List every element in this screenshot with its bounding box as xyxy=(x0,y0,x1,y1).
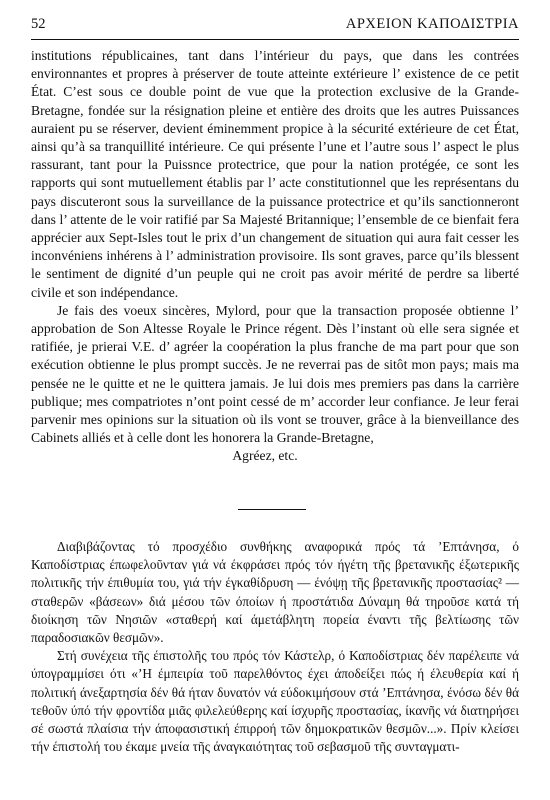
greek-commentary-text xyxy=(31,538,519,756)
greek-paragraph-1: Διαβιβάζοντας τό προσχέδιο συνθήκης αναφορικά πρός τά ’Επτάνησα, ό Καποδίστριας έπωφελοῦνταν γιά νά έκφράσει πρός τόν ήγέτη τῆς βρετανικῆς έξωτερικῆς πολιτικῆς τήν έπιθυμία του, γιά τήν έγκαθίδρυση — ένόψῃ τῆς βρετανικῆς προστασίας² — σταθερῶν «βάσεων» διά μέσου τῶν όποίων ή προστάτιδα Δύναμη θά τηροῦσε κατά τή διοίκηση τῶν Νησιῶν «σταθερή καί άμετάβλητη πορεία έναντι τῆς βελτίωσης τῶν παραδοσιακῶν θεσμῶν». xyxy=(31,539,519,646)
french-letter-text xyxy=(31,47,519,466)
greek-paragraph-2: Στή συνέχεια τῆς έπιστολῆς του πρός τόν Κάστελρ, ό Καποδίστριας δέν παρέλειπε νά ύπογραμμίσει ότι «’Η έμπειρία τοῦ παρελθόντος έχει άποδείξει πώς ή έλευθερία καί ή πολιτική άνεξαρτησία δέν θά ήταν δυνατόν νά εύδοκιμήσουν στά ’Επτάνησα, ένόσω δέν θά τεθοῦν ύπό τήν φροντίδα μιᾶς φιλελεύθερης καί ίσχυρῆς προστασίας, ίκανῆς νά διατηρήσει σέ σωστά πλαίσια τήν άποφασιστική έπιρροή τῶν δημοκρατικῶν θεσμῶν...». Πρίν κλείσει τήν έπιστολή του έκαμε μνεία τῆς άναγκαιότητας τοῦ σεβασμοῦ τῆς συνταγματι- xyxy=(31,648,519,755)
running-title: ΑΡΧΕΙΟΝ ΚΑΠΟΔΙΣΤΡΙΑ xyxy=(345,16,519,32)
page-header xyxy=(31,16,519,36)
section-separator xyxy=(238,509,306,510)
page-number: 52 xyxy=(31,16,46,32)
french-paragraph-1: institutions républicaines, tant dans l’intérieur du pays, que dans les contrées environnantes et propres à préserver de toute atteinte extérieure l’ existence de ce petit État. C’est sous ce double point de vue que la protection exclusive de la Grande-Bretagne, fondée sur la résignation pleine et entière des droits que les autres Puissances auraient pu se réserver, devient éminemment propice à la sécurité extérieure de cet État, ainsi qu’à sa tranquillité intérieure. Ce qui présente l’une et l’autre sous l’ aspect le plus rassurant, tant pour la Puissnce protectrice, que pour la nation protégée, ce sont les rapports qui sont mutuellement établis par l’ acte constitutionnel que les représentans du pays discuteront sous la surveillance de la puissance protectrice et qu’ils sanctionneront dans l’ attente de le voir ratifié par Sa Majesté Britannique; l’ensemble de ce bienfait fera apprécier aux Sept-Isles tout le prix d’un changement de situation qui aura fait cesser les inconvéniens inhérens à l’ administration provisoire. Ils sont graves, parce qu’ils blessent le sentiment de dignité d’un peuple qui ne croit pas avoir mérité de perdre sa liberté civile et son indépendance. xyxy=(31,48,519,300)
french-paragraph-2: Je fais des voeux sincères, Mylord, pour que la transaction proposée obtienne l’ approbation de Son Altesse Royale le Prince régent. Dès l’instant où elle sera signée et ratifiée, je prierai V.E. d’ agréer la coopération la plus franche de ma part pour que son exécution obtienne le plus prompt succès. Je ne reverrai pas de sitôt mon pays; mais ma pensée ne le quitte et ne le quittera jamais. Je lui dois mes premiers pas dans la carrière publique; mes compatriotes n’ont point cessé de m’ accorder leur confiance. Je leur ferai parvenir mes opinions sur la situation où ils vont se trouver, grâce à la bienveillance des Cabinets alliés et à celle dont les honorera la Grande-Bretagne, xyxy=(31,302,519,446)
header-rule xyxy=(31,39,519,40)
closing-formula: Agréez, etc. xyxy=(232,448,298,464)
